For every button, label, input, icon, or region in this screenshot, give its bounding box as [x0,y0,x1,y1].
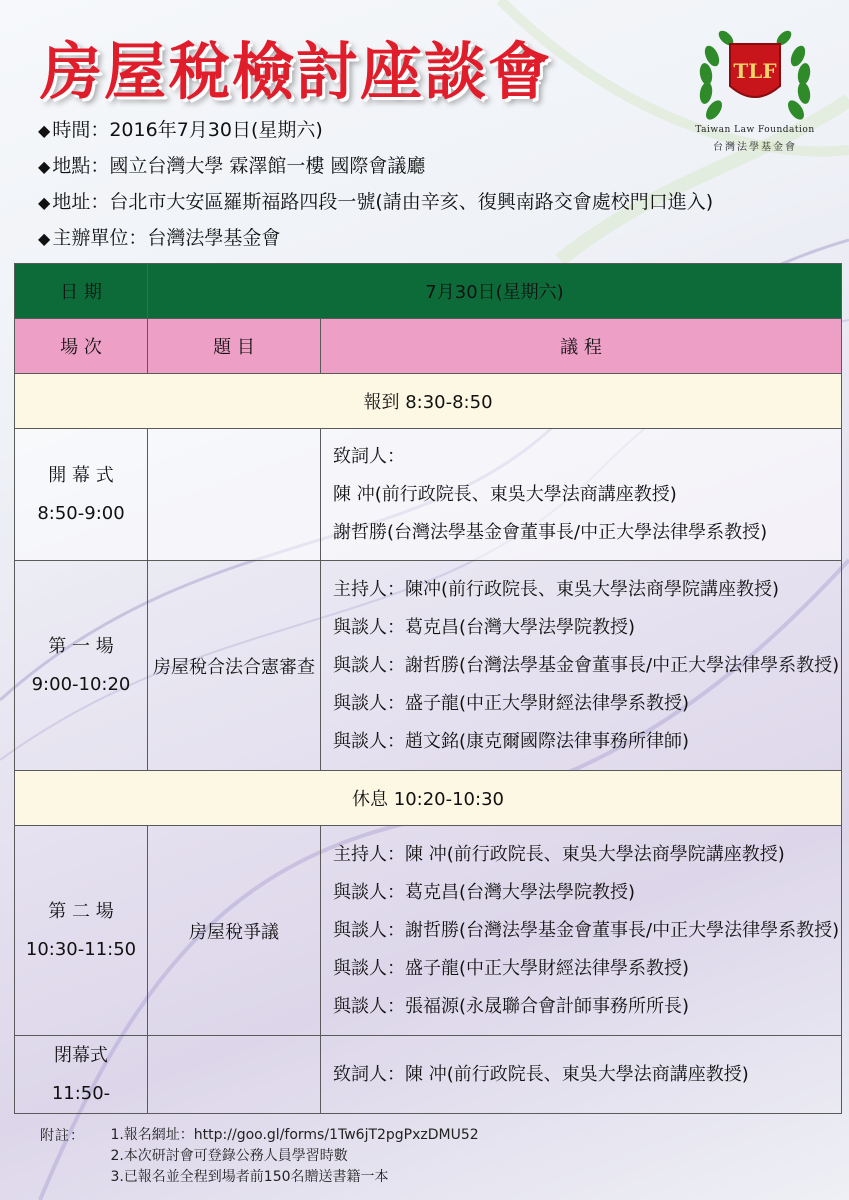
info-venue: ◆ 地點：國立台灣大學 霖澤館一樓 國際會議廳 [38,155,426,177]
opening-row [15,429,842,561]
date-header-row [15,264,842,319]
closing-time: 11:50- [51,1082,111,1104]
logo-name-en: Taiwan Law Foundation [695,125,815,135]
info-organizer: ◆ 主辦單位：台灣法學基金會 [38,227,281,249]
program-line: 與談人：張福源(永晟聯合會計師事務所所長) [333,995,690,1017]
session2-time: 10:30-11:50 [25,938,137,960]
note-item: 2.本次研討會可登錄公務人員學習時數 [110,1148,348,1164]
agenda-table [14,263,842,1114]
closing-topic [148,1036,321,1114]
program-line: 與談人：葛克昌(台灣大學法學院教授) [333,881,636,903]
program-line: 致詞人：陳 冲(前行政院長、東吳大學法商講座教授) [333,1063,749,1085]
program-line: 與談人：盛子龍(中正大學財經法律學系教授) [333,957,690,979]
closing-row [15,1036,842,1114]
registration-time: 報到 8:30-8:50 [15,374,842,429]
session2-name: 第 二 場 [48,900,114,922]
col-program: 議 程 [321,319,842,374]
note-item-link[interactable]: 1.報名網址：http://goo.gl/forms/1Tw6jT2pgPxzDMU52 [110,1127,479,1143]
date-label: 日 期 [15,264,148,319]
column-header-row [15,319,842,374]
registration-row [15,374,842,429]
notes [40,1125,479,1188]
session2-row [15,826,842,1036]
program-line: 與談人：葛克昌(台灣大學法學院教授) [333,616,636,638]
session1-row [15,561,842,771]
logo-name-zh: 台灣法學基金會 [713,142,797,153]
date-value: 7月30日(星期六) [148,264,842,319]
note-item: 3.已報名並全程到場者前150名贈送書籍一本 [110,1169,389,1185]
program-line: 主持人：陳 冲(前行政院長、東吳大學法商學院講座教授) [333,843,785,865]
program-line: 與談人：盛子龍(中正大學財經法律學系教授) [333,692,690,714]
info-time: ◆ 時間：2016年7月30日(星期六) [38,119,323,141]
break-time: 休息 10:20-10:30 [15,771,842,826]
session1-time: 9:00-10:20 [31,673,131,695]
col-topic: 題 目 [148,319,321,374]
notes-label: 附註： [40,1128,85,1144]
info-address: ◆ 地址：台北市大安區羅斯福路四段一號(請由辛亥、復興南路交會處校門口進入) [38,191,714,213]
event-info-list [38,112,713,256]
program-line: 致詞人： [333,445,405,467]
program-line: 與談人：謝哲勝(台灣法學基金會董事長/中正大學法律學系教授) [333,654,840,676]
program-line: 與談人：謝哲勝(台灣法學基金會董事長/中正大學法律學系教授) [333,919,840,941]
opening-name: 開 幕 式 [48,464,114,486]
col-session: 場 次 [15,319,148,374]
program-line: 陳 冲(前行政院長、東吳大學法商講座教授) [333,483,677,505]
session1-name: 第 一 場 [48,635,114,657]
closing-name: 閉幕式 [54,1044,108,1066]
logo-monogram: TLF [733,59,777,83]
session2-topic: 房屋稅爭議 [148,826,321,1036]
program-line: 謝哲勝(台灣法學基金會董事長/中正大學法律學系教授) [333,521,768,543]
session1-topic: 房屋稅合法合憲審查 [148,561,321,771]
opening-topic [148,429,321,561]
opening-time: 8:50-9:00 [37,502,125,524]
notes-list [110,1125,478,1188]
break-row [15,771,842,826]
page-title: 房屋稅檢討座談會 [40,35,553,108]
program-line: 與談人：趙文銘(康克爾國際法律事務所律師) [333,730,690,752]
program-line: 主持人：陳冲(前行政院長、東吳大學法商學院講座教授) [333,578,780,600]
